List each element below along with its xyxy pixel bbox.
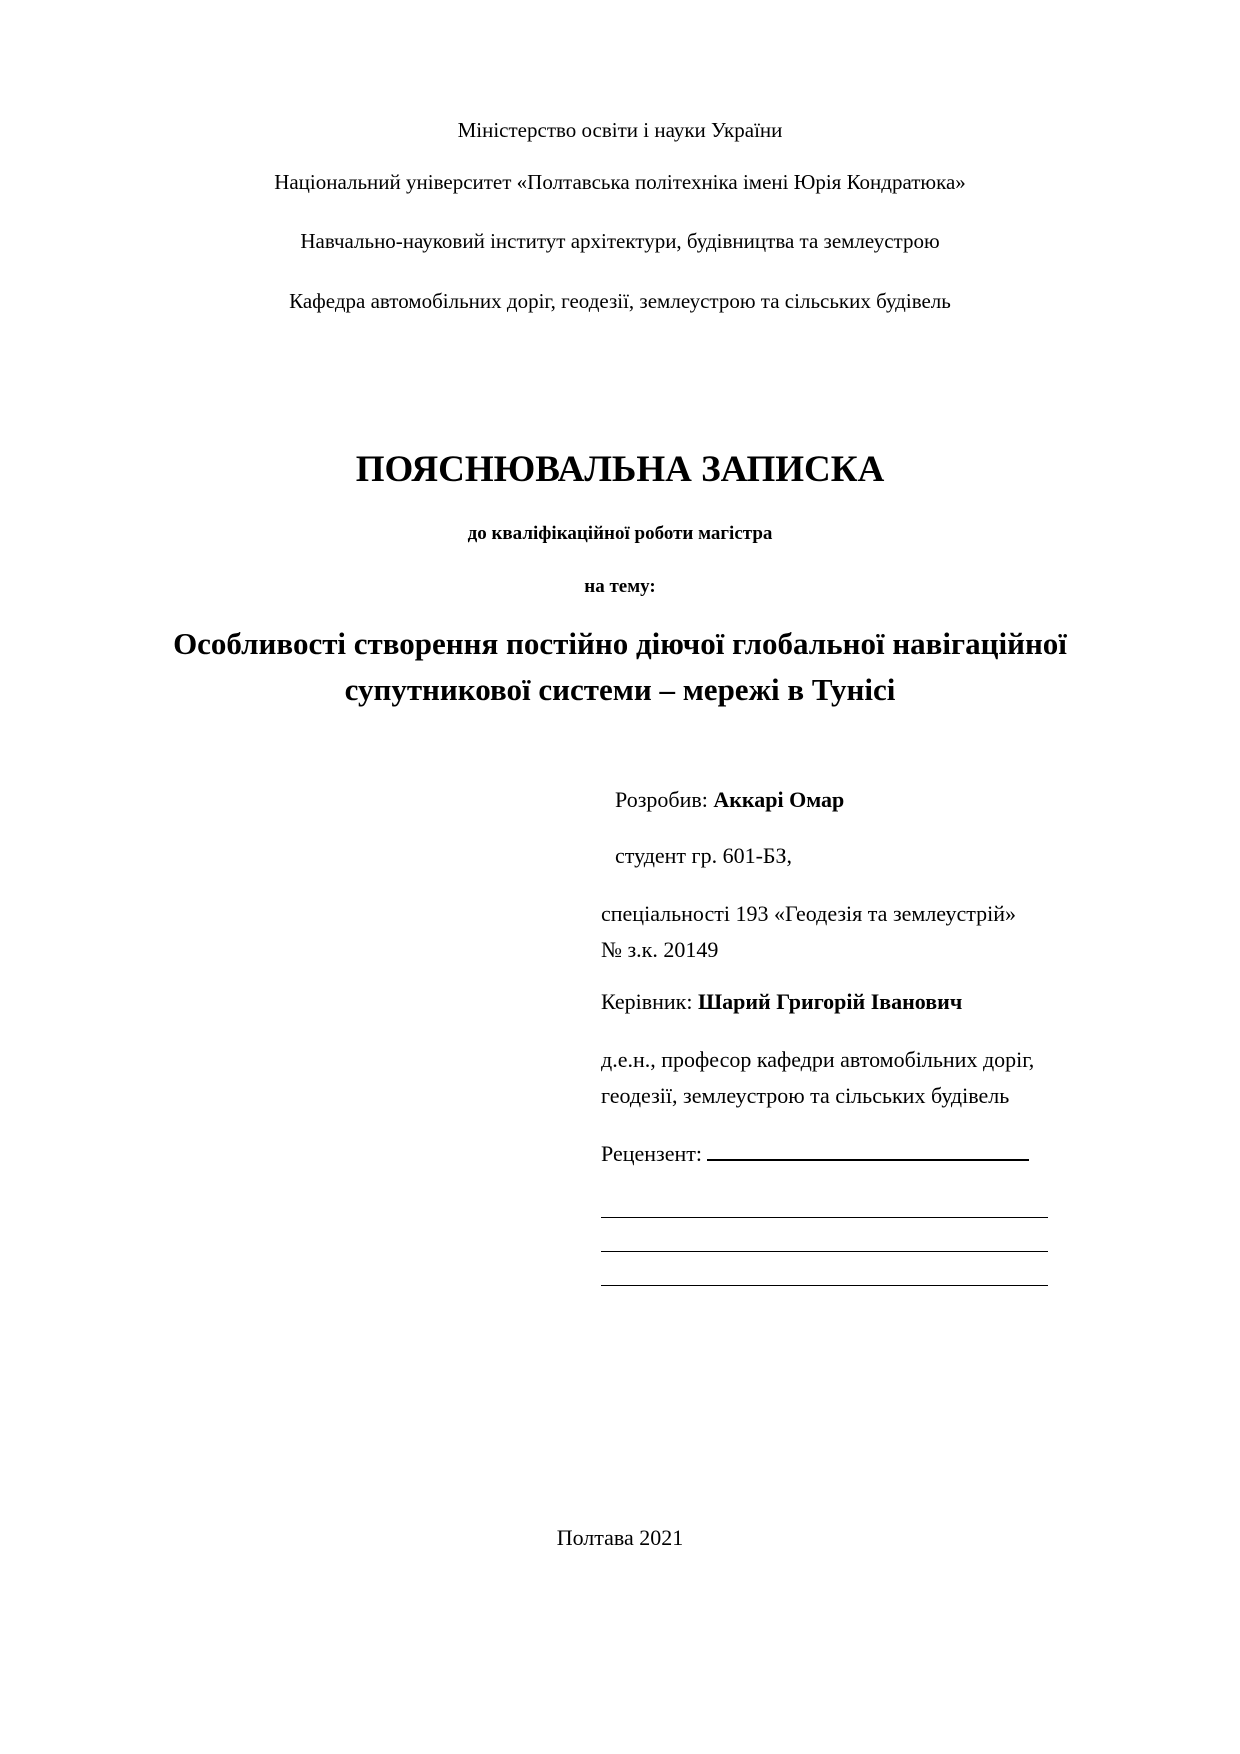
supervisor-line — [601, 984, 1121, 1020]
reviewer-blank-line-1 — [601, 1217, 1048, 1218]
specialty-line: спеціальності 193 «Геодезія та землеустрій» — [601, 901, 1017, 926]
document-title: ПОЯСНЮВАЛЬНА ЗАПИСКА — [355, 449, 885, 490]
topic-label: на тему: — [584, 576, 656, 597]
university-line: Національний університет «Полтавська політехніка імені Юрія Кондратюка» — [274, 170, 966, 194]
city-year: Полтава 2021 — [556, 1525, 684, 1550]
ministry-line: Міністерство освіти і науки України — [457, 118, 783, 142]
student-group: студент гр. 601-БЗ, — [615, 843, 793, 868]
reviewer-name-blank — [707, 1137, 1029, 1161]
supervisor-position-1: д.е.н., професор кафедри автомобільних доріг, — [601, 1047, 1035, 1072]
document-subtitle: до кваліфікаційної роботи магістра — [467, 523, 773, 544]
reviewer-blank-line-3 — [601, 1285, 1048, 1286]
topic-line-2: супутникової системи – мережі в Тунісі — [344, 672, 896, 707]
developed-by-line — [615, 782, 1135, 818]
supervisor-name: Шарий Григорій Іванович — [697, 989, 963, 1014]
reviewer-label: Рецензент: — [601, 1141, 702, 1166]
institute-line: Навчально-науковий інститут архітектури, будівництва та землеустрою — [300, 229, 940, 253]
developed-name: Аккарі Омар — [713, 787, 845, 812]
department-line: Кафедра автомобільних доріг, геодезії, землеустрою та сільських будівель — [289, 289, 951, 313]
record-book-line: № з.к. 20149 — [601, 937, 719, 962]
topic-line-1: Особливості створення постійно діючої глобальної навігаційної — [173, 626, 1067, 661]
reviewer-blank-line-2 — [601, 1251, 1048, 1252]
supervisor-position-2: геодезії, землеустрою та сільських будівель — [601, 1083, 1010, 1108]
supervisor-label: Керівник: — [601, 989, 693, 1014]
developed-label: Розробив: — [615, 787, 708, 812]
reviewer-line — [601, 1136, 1121, 1172]
